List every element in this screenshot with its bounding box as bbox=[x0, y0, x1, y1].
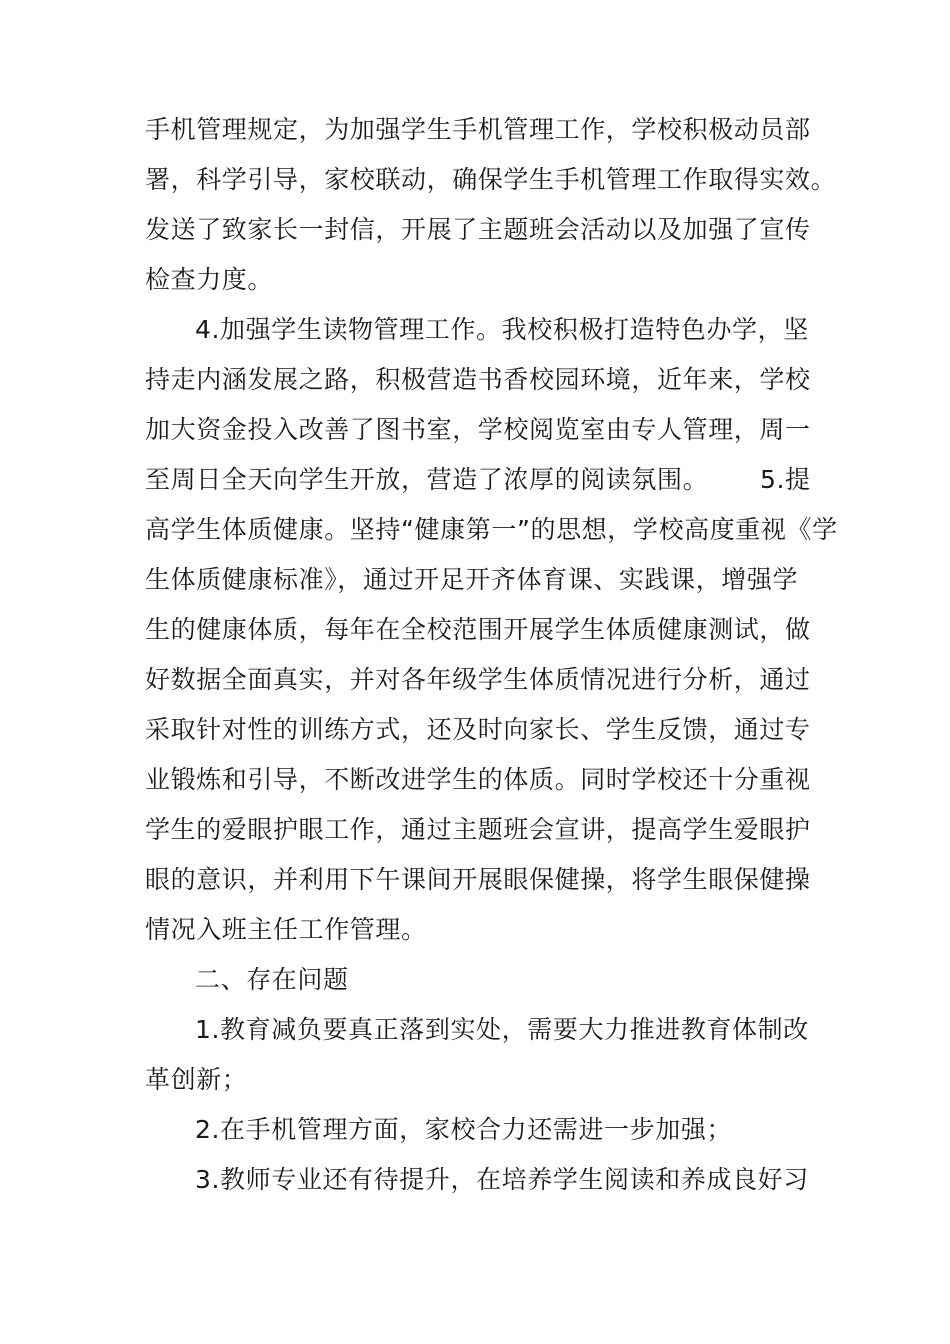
text-line-22: 3.教师专业还有待提升，在培养学生阅读和养成良好习 bbox=[195, 1165, 809, 1194]
text-line-15: 学生的爱眼护眼工作，通过主题班会宣讲，提高学生爱眼护 bbox=[145, 815, 811, 844]
text-line-11: 生的健康体质，每年在全校范围开展学生体质健康测试，做 bbox=[145, 615, 811, 644]
text-line-16: 眼的意识，并利用下午课间开展眼保健操，将学生眼保健操 bbox=[145, 865, 811, 894]
text-line-10: 生体质健康标准》，通过开足开齐体育课、实践课，增强学 bbox=[145, 565, 799, 594]
text-line-8b: 5.提 bbox=[760, 465, 811, 494]
text-line-3: 发送了致家长一封信，开展了主题班会活动以及加强了宣传 bbox=[145, 215, 811, 244]
text-line-20: 革创新； bbox=[145, 1065, 248, 1094]
text-line-14: 业锻炼和引导，不断改进学生的体质。同时学校还十分重视 bbox=[145, 765, 811, 794]
text-line-9: 高学生体质健康。坚持“健康第一”的思想，学校高度重视《学 bbox=[145, 515, 838, 544]
text-line-4: 检查力度。 bbox=[145, 265, 274, 294]
text-line-6: 持走内涵发展之路，积极营造书香校园环境，近年来，学校 bbox=[145, 365, 811, 394]
text-line-7: 加大资金投入改善了图书室，学校阅览室由专人管理，周一 bbox=[145, 415, 811, 444]
text-line-12: 好数据全面真实，并对各年级学生体质情况进行分析，通过 bbox=[145, 665, 811, 694]
text-line-5: 4.加强学生读物管理工作。我校积极打造特色办学，坚 bbox=[195, 315, 809, 344]
text-line-8: 至周日全天向学生开放，营造了浓厚的阅读氛围。 bbox=[145, 465, 709, 494]
text-line-21: 2.在手机管理方面，家校合力还需进一步加强； bbox=[195, 1115, 733, 1144]
text-line-2: 署，科学引导，家校联动，确保学生手机管理工作取得实效。 bbox=[145, 165, 837, 194]
text-line-19: 1.教育减负要真正落到实处，需要大力推进教育体制改 bbox=[195, 1015, 809, 1044]
text-line-17: 情况入班主任工作管理。 bbox=[145, 915, 427, 944]
section-heading: 二、存在问题 bbox=[195, 965, 349, 994]
text-line-1: 手机管理规定，为加强学生手机管理工作，学校积极动员部 bbox=[145, 115, 811, 144]
text-line-13: 采取针对性的训练方式，还及时向家长、学生反馈，通过专 bbox=[145, 715, 811, 744]
